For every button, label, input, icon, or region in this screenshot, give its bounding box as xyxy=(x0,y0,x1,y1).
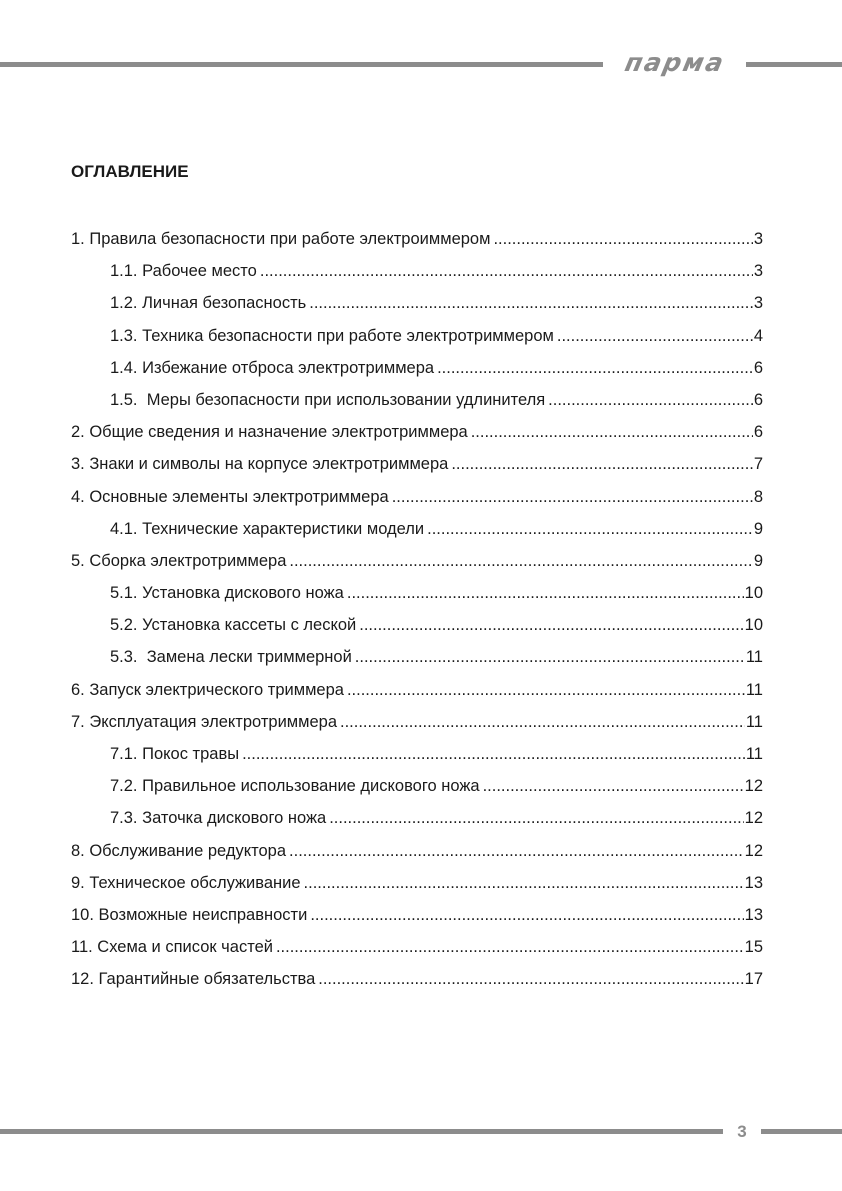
toc-entry-page: 17 xyxy=(744,970,763,989)
toc-entry-leader xyxy=(493,228,752,250)
toc-entry-leader xyxy=(309,292,753,314)
toc-entry-page: 10 xyxy=(744,584,763,603)
toc-entry-label: 11. Схема и список частей xyxy=(71,938,273,957)
toc-entry-leader xyxy=(359,614,743,636)
toc-entry[interactable] xyxy=(71,228,763,260)
toc-entry[interactable] xyxy=(71,872,763,904)
toc-entry-label: 5.1. Установка дискового ножа xyxy=(110,584,344,603)
toc-entry[interactable] xyxy=(71,389,763,421)
toc-entry[interactable] xyxy=(71,743,763,775)
toc-entry-label: 5.2. Установка кассеты с леской xyxy=(110,616,357,635)
toc-entry-page: 6 xyxy=(753,358,763,377)
toc-entry-label: 1.5. Меры безопасности при использовании удлинителя xyxy=(110,390,546,409)
toc-entry-page: 3 xyxy=(753,294,763,313)
toc-entry-page: 9 xyxy=(753,551,763,570)
toc-entry-label: 7. Эксплуатация электротриммера xyxy=(71,712,338,731)
toc-entry-label: 8. Обслуживание редуктора xyxy=(71,841,287,860)
toc-entry-leader xyxy=(329,807,743,829)
page-number: 3 xyxy=(737,1122,747,1141)
toc-entry-label: 7.3. Заточка дискового ножа xyxy=(110,809,327,828)
toc-entry-page: 9 xyxy=(753,519,763,538)
toc-entry-leader xyxy=(427,518,753,540)
toc-entry[interactable] xyxy=(71,325,763,357)
toc-entry-page: 6 xyxy=(753,390,763,409)
toc-entry-page: 3 xyxy=(753,262,763,281)
toc-entry[interactable] xyxy=(71,292,763,324)
toc-entry-page: 12 xyxy=(744,841,763,860)
toc-entry[interactable] xyxy=(71,936,763,968)
header-rule-left xyxy=(0,62,603,67)
toc-entry-page: 8 xyxy=(753,487,763,506)
toc-entry-label: 5.3. Замена лески триммерной xyxy=(110,648,352,667)
toc-entry[interactable] xyxy=(71,711,763,743)
toc-entry-label: 2. Общие сведения и назначение электротриммера xyxy=(71,423,468,442)
toc-entry-leader xyxy=(557,325,753,347)
toc-list xyxy=(71,228,763,1001)
toc-entry-label: 3. Знаки и символы на корпусе электротриммера xyxy=(71,455,449,474)
toc-entry[interactable] xyxy=(71,807,763,839)
toc-entry-label: 5. Сборка электротриммера xyxy=(71,551,287,570)
toc-entry-leader xyxy=(276,936,744,958)
toc-entry-leader xyxy=(340,711,745,733)
toc-entry-label: 6. Запуск электрического триммера xyxy=(71,680,344,699)
toc-entry-label: 4. Основные элементы электротриммера xyxy=(71,487,389,506)
toc-entry-page: 7 xyxy=(753,455,763,474)
toc-entry-page: 11 xyxy=(745,648,763,667)
toc-entry-leader xyxy=(289,550,752,572)
toc-entry-leader xyxy=(392,486,753,508)
toc-entry-page: 11 xyxy=(745,745,763,763)
toc-entry-leader xyxy=(451,453,752,475)
toc-entry-leader xyxy=(483,775,744,797)
toc-entry-page: 13 xyxy=(744,873,763,892)
toc-entry-label: 4.1. Технические характеристики модели xyxy=(110,519,425,538)
toc-entry-page: 15 xyxy=(744,938,763,957)
toc-entry-leader xyxy=(304,872,744,894)
toc-entry[interactable] xyxy=(71,357,763,389)
toc-entry-leader xyxy=(260,260,753,282)
toc-entry-label: 10. Возможные неисправности xyxy=(71,905,308,924)
toc-entry[interactable] xyxy=(71,840,763,872)
toc-entry[interactable] xyxy=(71,775,763,807)
toc-entry-leader xyxy=(347,582,744,604)
toc-entry[interactable] xyxy=(71,260,763,292)
brand-logo: парма xyxy=(622,48,728,77)
toc-entry-page: 3 xyxy=(753,230,763,248)
toc-entry[interactable] xyxy=(71,518,763,550)
toc-entry-label: 7.1. Покос травы xyxy=(110,745,240,763)
toc-entry-leader xyxy=(355,646,745,668)
toc-entry-leader xyxy=(548,389,753,411)
toc-entry[interactable] xyxy=(71,453,763,485)
toc-entry-label: 9. Техническое обслуживание xyxy=(71,873,301,892)
toc-title: ОГЛАВЛЕНИЕ xyxy=(71,162,189,181)
toc-entry[interactable] xyxy=(71,614,763,646)
toc-entry-label: 1. Правила безопасности при работе электроиммером xyxy=(71,230,491,248)
toc-entry-page: 12 xyxy=(744,809,763,828)
toc-entry-label: 7.2. Правильное использование дискового ножа xyxy=(110,777,480,796)
toc-entry-leader xyxy=(318,968,743,990)
toc-entry-page: 10 xyxy=(744,616,763,635)
toc-entry[interactable] xyxy=(71,679,763,711)
toc-entry-page: 12 xyxy=(744,777,763,796)
toc-entry[interactable] xyxy=(71,646,763,678)
toc-entry-leader xyxy=(242,743,745,765)
toc-entry-page: 4 xyxy=(753,326,763,345)
toc-entry-page: 13 xyxy=(744,905,763,924)
toc-entry-page: 6 xyxy=(753,423,763,442)
footer-rule-right xyxy=(761,1129,842,1134)
toc-entry-leader xyxy=(289,840,744,862)
header-rule-right xyxy=(746,62,842,67)
toc-entry-label: 1.1. Рабочее место xyxy=(110,262,257,281)
footer-rule-left xyxy=(0,1129,723,1134)
toc-entry-leader xyxy=(437,357,753,379)
toc-entry-label: 12. Гарантийные обязательства xyxy=(71,970,316,989)
toc-entry[interactable] xyxy=(71,421,763,453)
toc-entry[interactable] xyxy=(71,550,763,582)
toc-entry-page: 11 xyxy=(745,680,763,699)
toc-entry-label: 1.3. Техника безопасности при работе электротриммером xyxy=(110,326,554,345)
toc-entry-label: 1.2. Личная безопасность xyxy=(110,294,307,313)
toc-entry-page: 11 xyxy=(745,712,763,731)
toc-entry-leader xyxy=(347,679,745,701)
toc-entry-label: 1.4. Избежание отброса электротриммера xyxy=(110,358,435,377)
toc-entry[interactable] xyxy=(71,904,763,936)
toc-entry-leader xyxy=(310,904,743,926)
toc-entry[interactable] xyxy=(71,486,763,518)
toc-entry[interactable] xyxy=(71,968,763,1000)
toc-entry[interactable] xyxy=(71,582,763,614)
toc-entry-leader xyxy=(471,421,753,443)
